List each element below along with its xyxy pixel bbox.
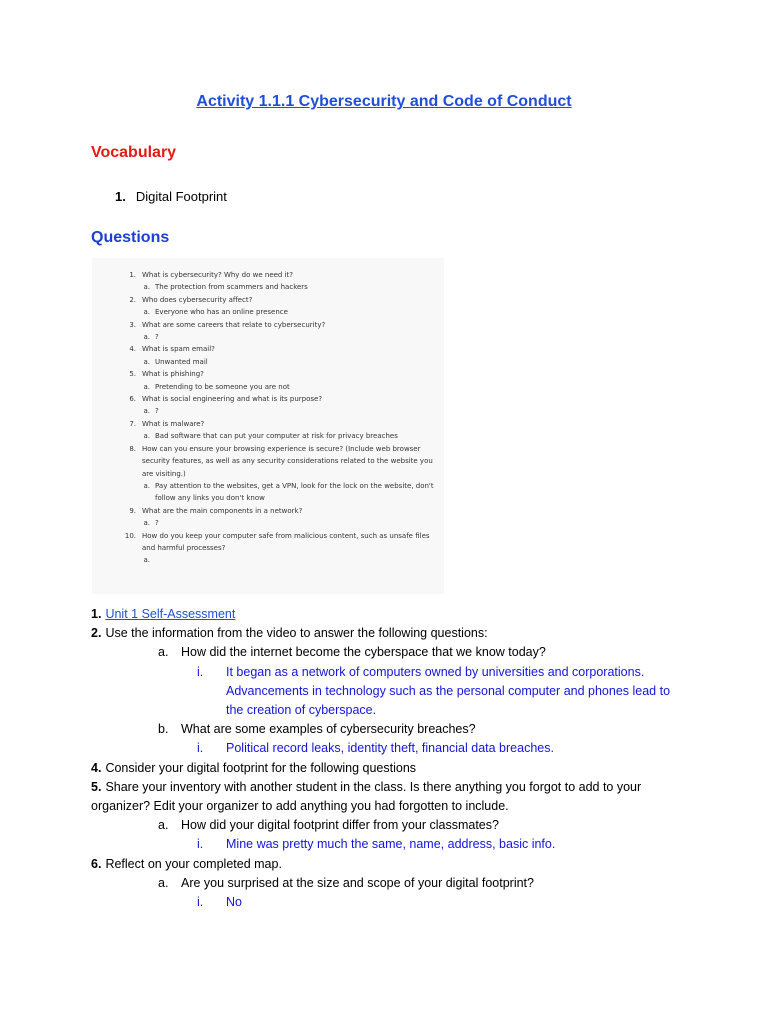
scanned-question-continued [92,468,444,480]
question-text: How did your digital footprint differ from your classmates? [181,818,499,833]
list-marker: 2. [129,295,136,304]
item-number: 2. [91,626,102,641]
list-marker: 4. [129,345,136,354]
scanned-question [92,294,444,306]
line-text: What is malware? [142,419,205,428]
line-text: Pretending to be someone you are not [155,382,290,391]
answer-5a-i [91,835,670,854]
line-text: What are the main components in a network? [142,506,303,515]
item-text: Use the information from the video to answer the following questions: [105,626,488,641]
question-2b [91,720,670,739]
list-marker: 6. [129,395,136,404]
answer-2a-i [91,663,670,682]
line-text: How do you keep your computer safe from malicious content, such as unsafe files [142,531,430,540]
line-text: security features, as well as any security considerations related to the website you [142,457,433,466]
item-number: 1. [91,607,102,621]
list-marker: a. [158,645,169,660]
scanned-question [92,418,444,430]
line-text: ? [155,333,159,342]
scanned-answer [92,480,444,492]
item-number: 5. [91,779,102,794]
list-marker: a. [143,283,150,292]
vocabulary-item-text: Digital Footprint [135,189,227,204]
line-text: Everyone who has an online presence [155,308,288,317]
list-marker: a. [158,875,169,890]
list-marker: i. [197,895,204,910]
answer-text: Political record leaks, identity theft, financial data breaches. [226,741,554,756]
list-marker: a. [158,818,169,833]
answer-item-5-continued: organizer? Edit your organizer to add anything you had forgotten to include. [91,799,509,814]
list-marker: a. [143,407,150,416]
item-number: 4. [91,760,102,775]
scanned-question [92,269,444,281]
scanned-answer [92,405,444,417]
line-text: Unwanted mail [155,357,208,366]
question-text: How did the internet become the cyberspace that we know today? [181,645,546,660]
scanned-question [92,530,444,542]
scanned-questions-image [92,258,444,594]
scanned-question [92,319,444,331]
item-text: Share your inventory with another student in the class. Is there anything you forgot to add to your [105,779,642,794]
list-marker: i. [197,664,204,679]
page-title: Activity 1.1.1 Cybersecurity and Code of Conduct [196,93,572,110]
question-2a [91,643,670,662]
line-text: ? [155,407,159,416]
answer-item-6 [91,855,670,874]
list-marker: 5. [129,370,136,379]
answer-item-4 [91,759,670,778]
question-text: What are some examples of cybersecurity breaches? [181,722,476,737]
item-text: Consider your digital footprint for the following questions [105,760,417,775]
vocabulary-heading: Vocabulary [91,144,177,161]
list-marker: a. [143,432,150,441]
answer-text: It began as a network of computers owned by universities and corporations. [226,664,645,679]
question-5a [91,816,670,835]
scanned-answer [92,331,444,343]
list-marker: i. [197,741,204,756]
question-text: Are you surprised at the size and scope of your digital footprint? [181,875,534,890]
scanned-question [92,343,444,355]
line-text: and harmful processes? [142,543,226,552]
scanned-question [92,393,444,405]
answer-item-1 [91,605,670,624]
scanned-question [92,505,444,517]
vocabulary-item-number: 1. [115,189,126,204]
answer-2a-i-continued: the creation of cyberspace. [226,703,377,718]
scanned-answer [92,356,444,368]
scanned-question-continued [92,455,444,467]
line-text: What is social engineering and what is its purpose? [142,395,323,404]
line-text: What is phishing? [142,370,204,379]
list-marker: b. [158,722,169,737]
list-marker: 10. [124,531,136,540]
list-marker: a. [143,556,150,565]
line-text: ? [155,519,159,528]
line-text: Bad software that can put your computer at risk for privacy breaches [155,432,398,441]
answer-text: Mine was pretty much the same, name, address, basic info. [226,837,556,852]
scanned-answer [92,306,444,318]
scanned-answer [92,381,444,393]
list-marker: a. [143,382,150,391]
answer-text: No [226,895,242,910]
scanned-answer [92,492,444,504]
list-marker: 3. [129,320,136,329]
answer-item-5 [91,778,670,797]
item-number: 6. [91,856,102,871]
list-marker: a. [143,308,150,317]
item-text: Reflect on your completed map. [105,856,282,871]
list-marker: 9. [129,506,136,515]
answer-6a-i [91,893,670,912]
line-text: are visiting.) [142,469,186,478]
list-marker: 7. [129,419,136,428]
unit-1-self-assessment-link[interactable]: Unit 1 Self-Assessment [105,607,236,621]
line-text: Pay attention to the websites, get a VPN, look for the lock on the website, don't [155,481,434,490]
scanned-questions-list [92,269,444,565]
list-marker: a. [143,357,150,366]
list-marker: a. [143,481,150,490]
scanned-question [92,368,444,380]
list-marker: 8. [129,444,136,453]
list-marker: a. [143,333,150,342]
answer-2b-i [91,739,670,758]
scanned-answer [92,281,444,293]
line-text: follow any links you don't know [155,494,265,503]
vocabulary-item [115,189,227,204]
list-marker: i. [197,837,204,852]
answers-section [91,605,670,912]
scanned-answer [92,430,444,442]
scanned-question [92,443,444,455]
line-text: The protection from scammers and hackers [155,283,308,292]
scanned-question-continued [92,542,444,554]
question-6a [91,874,670,893]
list-marker: 1. [129,271,136,279]
answer-2a-i-continued: Advancements in technology such as the personal computer and phones lead to [226,683,671,698]
line-text: How can you ensure your browsing experience is secure? (Include web browser [142,444,421,453]
line-text: What are some careers that relate to cybersecurity? [142,320,326,329]
questions-heading: Questions [91,229,170,246]
line-text: Who does cybersecurity affect? [142,295,253,304]
answer-item-2 [91,624,670,643]
scanned-answer [92,517,444,529]
list-marker: a. [143,519,150,528]
line-text: What is cybersecurity? Why do we need it? [142,271,293,279]
line-text: What is spam email? [142,345,215,354]
